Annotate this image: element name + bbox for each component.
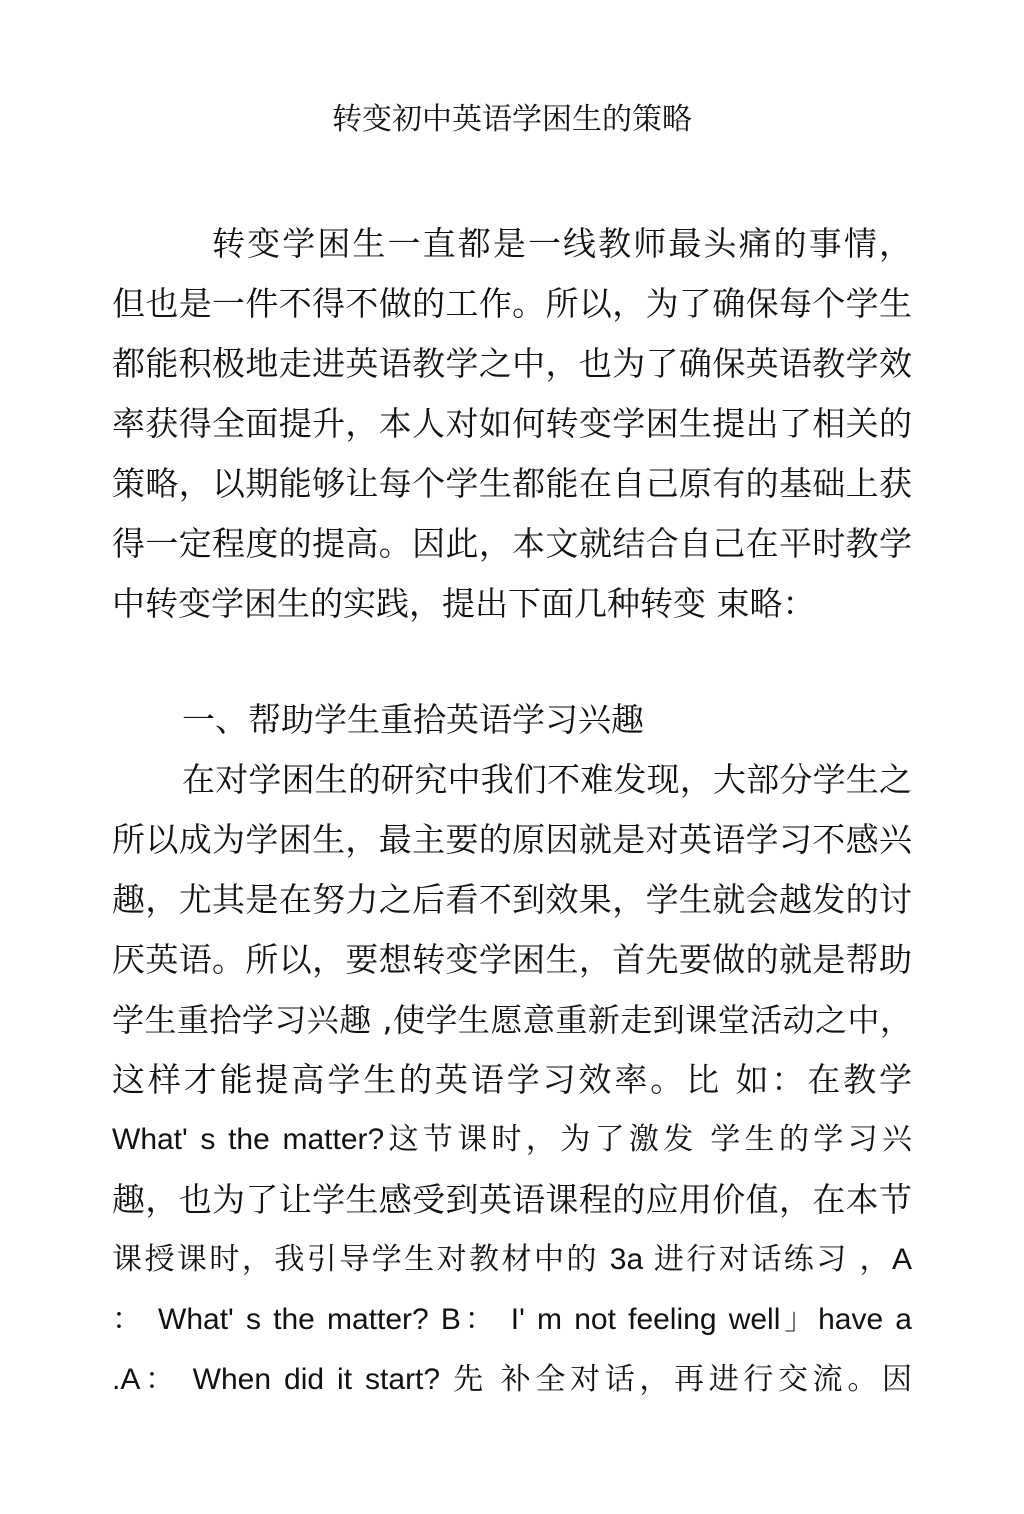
section-heading: 一、帮助学生重拾英语学习兴趣 [182,700,644,739]
section1-line: 厌英语。所以，要想转变学困生，首先要做的就是帮助 [112,940,912,979]
section1-line: 趣，也为了让学生感受到英语课程的应用价值，在本节 [112,1180,912,1219]
section1-line: 这样才能提高学生的英语学习效率。比 如：在教学 [112,1060,912,1099]
intro-line: 都能积极地走进英语教学之中，也为了确保英语教学效 [112,344,912,383]
section1-line: .A： When did it start? 先 补全对话，再进行交流。因 [112,1363,912,1396]
intro-line: 策略，以期能够让每个学生都能在自己原有的基础上获 [112,464,912,503]
section1-line: 在对学困生的研究中我们不难发现，大部分学生之 [182,760,912,799]
section1-line: 学生重拾学习兴趣 ,使学生愿意重新走到课堂活动之中， [112,1001,912,1039]
intro-paragraph [112,214,912,634]
intro-line: 中转变学困生的实践，提出下面几种转变 束略： [112,584,816,623]
section1-line: 趣，尤其是在努力之后看不到效果，学生就会越发的讨 [112,880,912,919]
intro-line: 转变学困生一直都是一线教师最头痛的事情， [212,224,912,263]
section1-line: What' s the matter?这节课时，为了激发 学生的学习兴 [112,1123,912,1156]
section1-line: 所以成为学困生，最主要的原因就是对英语学习不感兴 [112,820,912,859]
intro-line: 得一定程度的提高。因此，本文就结合自己在平时教学 [112,524,912,563]
section1-paragraph [112,750,912,1410]
intro-line: 但也是一件不得不做的工作。所以，为了确保每个学生 [112,284,912,323]
section1-line: 课授课时，我引导学生对教材中的 3a 进行对话练习 ，A [112,1243,912,1276]
intro-line: 率获得全面提升，本人对如何转变学困生提出了相关的 [112,404,912,443]
document-title: 转变初中英语学困生的策略 [332,102,692,137]
section1-line: ： What' s the matter? B： I' m not feeling well」have a [112,1303,912,1336]
section-heading-block [112,690,912,750]
